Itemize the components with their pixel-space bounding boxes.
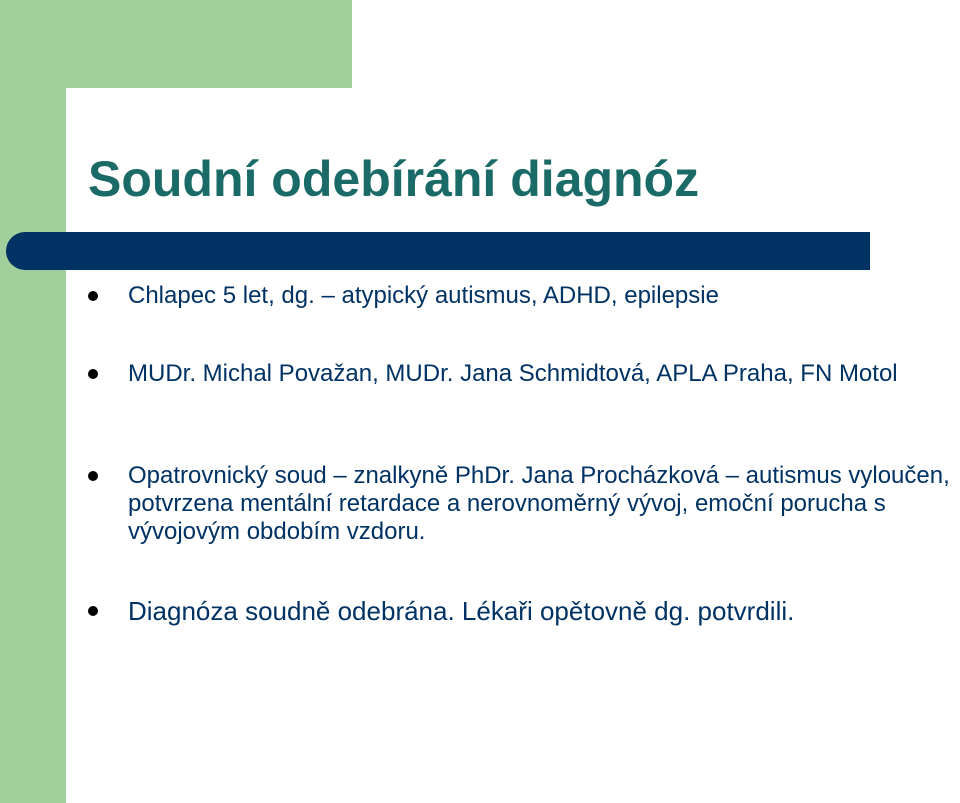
green-frame-left xyxy=(0,0,66,803)
title-underline-bar xyxy=(6,232,870,270)
green-frame-top xyxy=(0,0,352,88)
bullet-text: Opatrovnický soud – znalkyně PhDr. Jana Procházková – autismus vyloučen, potvrzena mentální retardace a nerovnoměrný vývoj, emoční porucha s vývojovým obdobím vzdoru. xyxy=(128,462,950,545)
bullet-icon xyxy=(88,291,98,301)
bullet-text: MUDr. Michal Považan, MUDr. Jana Schmidtová, APLA Praha, FN Motol xyxy=(128,360,898,387)
list-item xyxy=(88,360,960,388)
list-item xyxy=(88,282,960,310)
bullet-icon xyxy=(88,369,98,379)
bullet-text: Chlapec 5 let, dg. – atypický autismus, ADHD, epilepsie xyxy=(128,282,719,309)
bullet-text: Diagnóza soudně odebrána. Lékaři opětovně dg. potvrdili. xyxy=(128,596,795,626)
bullet-icon xyxy=(88,606,98,616)
list-item xyxy=(88,597,960,627)
bullet-icon xyxy=(88,471,98,481)
slide-title: Soudní odebírání diagnóz xyxy=(88,151,700,207)
list-item xyxy=(88,462,960,546)
